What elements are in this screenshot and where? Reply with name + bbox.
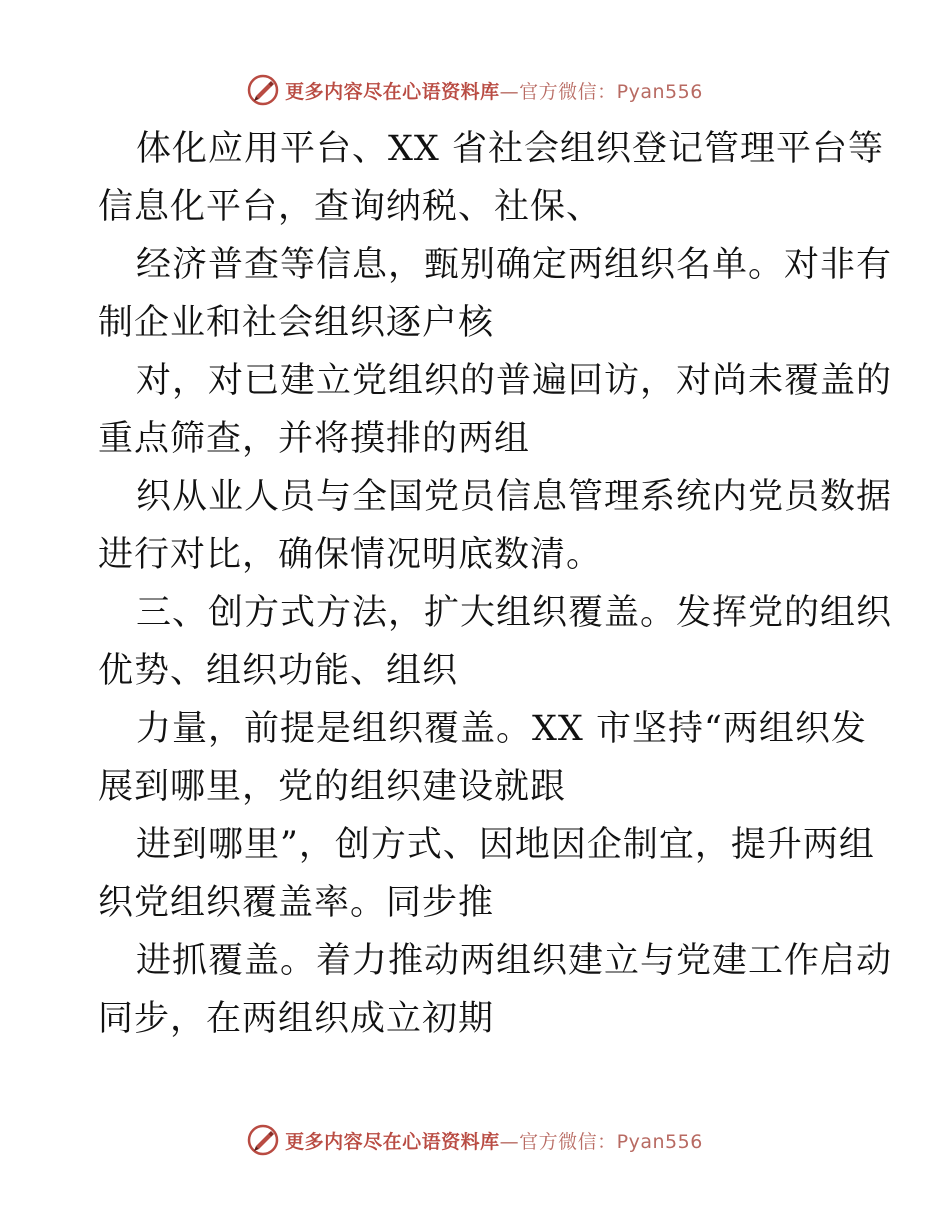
text-line: 织从业人员与全国党员信息管理系统内党员数据	[136, 477, 893, 517]
brand-logo-icon	[247, 74, 279, 106]
header-dash: —	[499, 80, 520, 103]
text-line: 信息化平台，查询纳税、社保、	[98, 187, 603, 227]
text-line: 三、创方式方法，扩大组织覆盖。发挥党的组织	[136, 593, 893, 633]
footer-wechat-text: 官方微信：Pyan556	[519, 1130, 703, 1153]
text-line: 进抓覆盖。着力推动两组织建立与党建工作启动	[136, 941, 893, 981]
text-line: 经济普查等信息，甄别确定两组织名单。对非有	[136, 245, 893, 285]
text-line: 制企业和社会组织逐户核	[98, 303, 495, 343]
text-line: 重点筛查，并将摸排的两组	[98, 419, 531, 459]
text-line: 体化应用平台、XX 省社会组织登记管理平台等	[136, 129, 884, 169]
header-banner-text	[285, 77, 703, 104]
header-wechat-text: 官方微信：Pyan556	[519, 80, 703, 103]
footer-banner-text	[285, 1127, 703, 1154]
footer-site-text: 更多内容尽在心语资料库	[285, 1130, 500, 1153]
text-line: 进行对比，确保情况明底数清。	[98, 535, 603, 575]
document-body	[98, 120, 893, 1048]
text-line: 进到哪里”，创方式、因地因企制宜，提升两组	[136, 825, 875, 865]
header-banner	[0, 70, 950, 110]
header-site-text: 更多内容尽在心语资料库	[285, 80, 500, 103]
text-line: 对，对已建立党组织的普遍回访，对尚未覆盖的	[136, 361, 893, 401]
footer-banner	[0, 1120, 950, 1160]
footer-dash: —	[499, 1130, 520, 1153]
text-line: 织党组织覆盖率。同步推	[98, 883, 495, 923]
text-line: 优势、组织功能、组织	[98, 651, 459, 691]
text-line: 力量，前提是组织覆盖。XX 市坚持“两组织发	[136, 709, 867, 749]
text-line: 同步，在两组织成立初期	[98, 999, 495, 1039]
text-line: 展到哪里，党的组织建设就跟	[98, 767, 567, 807]
brand-logo-icon	[247, 1124, 279, 1156]
